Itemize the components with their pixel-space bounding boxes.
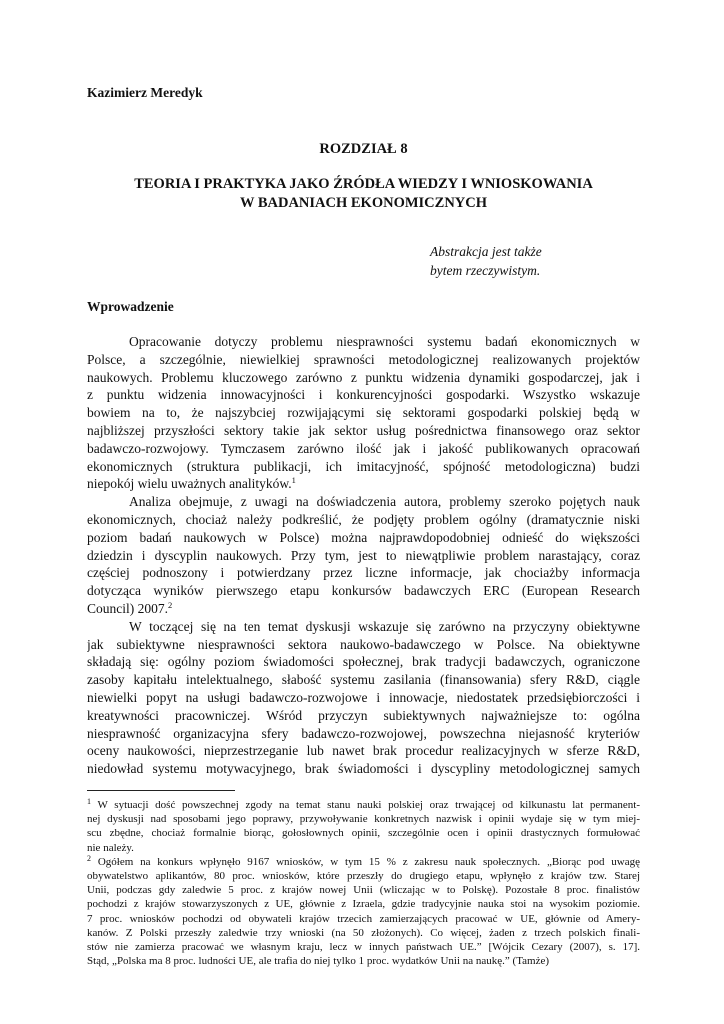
text-line: częściej podnoszony i potwierdzany przez liczne informacje, jak chociażby informacja (87, 565, 640, 581)
text-line-content: Council) 2007. (87, 600, 168, 616)
epigraph (430, 242, 640, 280)
body-text (87, 333, 640, 778)
text-line: z punktu widzenia innowacyjności i konkurencyjności gospodarki. Wszystko wskazuje (87, 387, 640, 403)
paragraph (87, 493, 640, 618)
text-line: dotycząca wyników pierwszego etapu konkursów badawczych ERC (European Research (87, 583, 640, 599)
text-line: poziom badań naukowych w Polsce) można najprawdopodobniej odnieść do większości (87, 529, 640, 545)
text-line: naukowych. Problemu kluczowego zarówno z punktu widzenia dynamiki gospodarczej, jak i (87, 369, 640, 385)
text-line: ekonomicznych (struktura publikacji, ich imitacyjność, spójność metodologiczna) budzi (87, 458, 640, 474)
footnote-reference[interactable]: 1 (291, 475, 296, 486)
footnote-line: nej dyskusji nad sposobami jego poprawy, przywoływanie konkretnych nazwisk i opinii wydaje się w tym miej- (87, 813, 640, 826)
text-line: niedowład systemu motywacyjnego, brak świadomości i dyscypliny metodologicznej samych (87, 761, 640, 777)
footnote-reference[interactable]: 2 (168, 599, 173, 610)
footnote-line (87, 855, 640, 869)
author-name: Kazimierz Meredyk (87, 85, 203, 100)
epigraph-line: Abstrakcja jest także (430, 244, 542, 259)
text-line: niesprawność organizacyjna sfery badawczo-rozwojowej, powszechna niejasność kryteriów (87, 725, 640, 741)
section-heading: Wprowadzenie (87, 299, 174, 314)
text-line (87, 475, 640, 493)
text-line: Opracowanie dotyczy problemu niesprawności systemu badań ekonomicznych w (129, 334, 640, 349)
paragraph (87, 333, 640, 493)
footnote-line: Stąd, „Polska ma 8 proc. ludności UE, ale trafia do niej tylko 1 proc. wydatków Unii na naukę.” (Tamże) (87, 955, 550, 968)
text-line: Polsce, a szczególnie, niewielkiej sprawności metodologicznej realizowanych projektów (87, 351, 640, 367)
footnote-line (87, 798, 640, 812)
footnote-line: obywatelstwo aplikantów, 80 proc. wniosków, które przeszły do drugiego etapu, wpłynęło z krajów tzw. Starej (87, 869, 640, 882)
chapter-heading: ROZDZIAŁ 8 (319, 141, 408, 157)
footnote-line: 7 proc. wniosków pochodzi od obywateli krajów trzecich zamierzających pracować w UE, głównie od Amery- (87, 912, 640, 925)
text-line: dziedzin i dyscyplin naukowych. Przy tym, jest to niewątpliwie problem narastający, coraz (87, 547, 640, 563)
footnote-line-content: Ogółem na konkurs wpłynęło 9167 wniosków, w tym 15 % z zakresu nauk społecznych. „Biorąc pod uwagę (91, 855, 640, 868)
text-line: kreatywności pracowniczej. Wśród przyczyn subiektywnych najważniejsze to: ogólna (87, 707, 640, 723)
footnote-number: 2 (87, 854, 91, 863)
text-line: zasoby kapitału intelektualnego, słabość systemu zasilania (finansowania) sfery R&D, ciągle (87, 672, 640, 688)
text-line: bowiem na to, że najszybciej rozwijającymi się sektorami gospodarki polskiej będą w (87, 405, 640, 421)
text-line: jak subiektywne niesprawności sektora naukowo-badawczego w Polsce. Na obiektywne (87, 636, 640, 652)
chapter-title-line: TEORIA I PRAKTYKA JAKO ŹRÓDŁA WIEDZY I WNIOSKOWANIA (134, 176, 593, 192)
epigraph-line: bytem rzeczywistym. (430, 263, 541, 278)
text-line: niewielki popyt na usługi badawczo-rozwojowe i innowacje, niedostatek przedsiębiorczości i (87, 689, 640, 705)
footnote-number: 1 (87, 797, 91, 806)
footnote-line: nie należy. (87, 841, 134, 854)
text-line: Analiza obejmuje, z uwagi na doświadczenia autora, problemy szeroko pojętych nauk (129, 494, 640, 510)
text-line-content: niepokój wielu uważnych analityków. (87, 476, 292, 492)
chapter-title (87, 175, 640, 213)
document-page (87, 84, 640, 968)
footnote (87, 855, 640, 969)
footnote-separator (87, 790, 235, 791)
footnote-line: stów nie zamierza pracować we własnym kraju, lecz w innych państwach UE.” [Wójcik Cezary (2007), s. 17]. (87, 940, 640, 953)
footnote-line-content: W sytuacji dość powszechnej zgody na temat stanu nauki polskiej oraz trwającej od kilkunastu lat permanent- (91, 798, 640, 811)
text-line: W toczącej się na ten temat dyskusji wskazuje się zarówno na przyczyny obiektywne (129, 618, 640, 634)
text-line: ekonomicznych, chociaż należy podkreślić, że podjęty problem ogólny (dramatycznie niski (87, 511, 640, 527)
text-line: najbliższej przyszłości sektory takie jak sektor usług pośrednictwa finansowego oraz sektor (87, 422, 640, 438)
chapter-title-line: W BADANIACH EKONOMICZNYCH (239, 195, 488, 211)
footnote-line: Unii, podczas gdy zaledwie 5 proc. z krajów nowej Unii (wliczając w to Polskę). Pozostałe 8 proc. finalistów (87, 884, 640, 897)
footnote-line: scu zbędne, chociaż formalnie biorąc, gołosłownych opinii, szczególnie ocen i opinii drastycznych formułować (87, 827, 640, 840)
footnote-line: pochodzi z krajów stowarzyszonych z UE, głównie z Izraela, gdzie tradycyjnie nauka stoi na wysokim poziomie. (87, 898, 640, 911)
text-line: oceny naukowości, nieprzestrzeganie lub nawet brak procedur realizacyjnych w sferze R&D, (87, 743, 640, 759)
footnote (87, 798, 640, 855)
paragraph (87, 618, 640, 778)
text-line: składają się: ogólny poziom świadomości społecznej, brak tradycji badawczych, ograniczone (87, 654, 640, 670)
footnotes (87, 798, 640, 968)
text-line (87, 600, 640, 618)
footnote-line: kanów. Z Polski przeszły zaledwie trzy wnioski (na 50 złożonych). Co więcej, żaden z trzech polskich finali- (87, 926, 640, 939)
text-line: badawczo-rozwojowy. Tymczasem zarówno ilość jak i jakość publikowanych opracowań (87, 440, 640, 456)
